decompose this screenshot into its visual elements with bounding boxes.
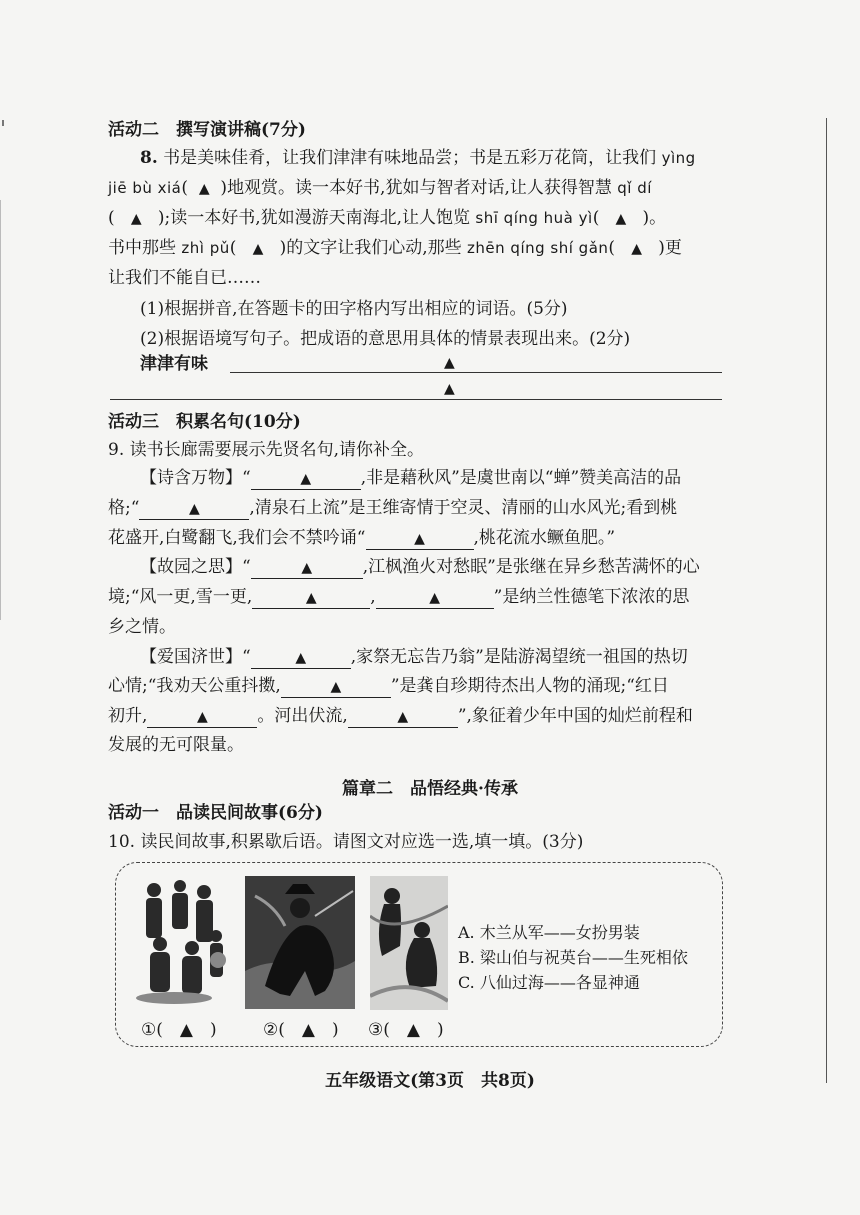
fill-blank[interactable]	[251, 468, 361, 490]
q8-text4b: 的文字让我们心动,那些	[286, 238, 462, 258]
answer-mark[interactable]: ▲	[615, 211, 627, 227]
pinyin-5: zhēn qíng shí gǎn	[467, 239, 609, 257]
eight-immortals-image	[134, 876, 226, 1006]
s3-text-b: 心情;“我劝天公重抖擞,	[108, 676, 281, 696]
s2-text-d: ”是纳兰性德笔下浓浓的思	[493, 587, 690, 607]
s3-text-c: ”是龚自珍期待杰出人物的涌现;“红日	[390, 676, 669, 696]
answer-mark: ▲	[330, 679, 342, 695]
s2-text-c: ,	[370, 587, 376, 607]
q8-number: 8.	[140, 148, 158, 168]
mulan-image	[245, 876, 355, 1009]
s2-line1: 【故园之思】“ ▲ ,江枫渔火对愁眠”是张继在异乡愁苦满怀的心	[140, 557, 700, 577]
answer-mark: ▲	[301, 560, 313, 576]
fill-blank[interactable]	[147, 706, 257, 728]
s2-text-b: 境;“风一更,雪一更,	[108, 587, 253, 607]
answer-mark[interactable]: ▲	[444, 381, 455, 397]
answer-mark: ▲	[300, 471, 312, 487]
s1-tag: 【诗含万物】	[140, 468, 242, 488]
answer-mark[interactable]: ▲	[444, 355, 455, 371]
liang-zhu-image	[370, 876, 448, 1010]
s3-line2	[108, 674, 669, 698]
q8-line4: 书中那些 zhì pǔ( ▲ )的文字让我们心动,那些 zhēn qíng shí gǎn( ▲ )更	[108, 238, 682, 258]
fill-blank[interactable]	[376, 587, 494, 609]
chapter2-activity1-title: 活动一 品读民间故事(6分)	[108, 803, 323, 823]
scan-edge-line	[0, 200, 1, 620]
s1-text-c: ,清泉石上流”是王维寄情于空灵、清丽的山水风光;看到桃	[249, 498, 678, 518]
q8-text5: 让我们不能自已……	[108, 268, 261, 288]
q10-prompt: 10. 读民间故事,积累歇后语。请图文对应选一选,填一填。(3分)	[108, 832, 584, 852]
option-a: A. 木兰从军——女扮男装	[458, 923, 640, 942]
s3-line3	[108, 704, 693, 728]
s2-tag: 【故园之思】	[140, 557, 242, 577]
answer-mark: ▲	[295, 650, 307, 666]
fill-blank[interactable]	[139, 498, 249, 520]
s3-text-f: ”,象征着少年中国的灿烂前程和	[457, 706, 693, 726]
answer-mark[interactable]: ▲	[198, 181, 210, 197]
answer-mark: ▲	[189, 501, 200, 517]
s1-text-e: ,桃花流水鳜鱼肥。”	[473, 528, 616, 548]
q9-prompt: 9. 读书长廊需要展示先贤名句,请你补全。	[108, 440, 425, 460]
answer-mark: ▲	[397, 709, 409, 725]
s2-text-a: ,江枫渔火对愁眠”是张继在异乡愁苦满怀的心	[362, 557, 700, 577]
page-footer: 五年级语文(第3页 共8页)	[325, 1071, 535, 1091]
caption-3[interactable]: ③( ▲ )	[368, 1020, 444, 1040]
answer-mark: ▲	[197, 709, 208, 725]
chapter2-title: 篇章二 品悟经典·传承	[342, 779, 518, 799]
s1-line3	[108, 526, 615, 550]
q8-text4c: 更	[664, 238, 682, 258]
q8-sub2: (2)根据语境写句子。把成语的意思用具体的情景表现出来。(2分)	[140, 329, 631, 349]
s2-line2	[108, 585, 689, 609]
fill-blank[interactable]	[251, 647, 351, 669]
q8-text2: 地观赏。读一本好书,犹如与智者对话,让人获得智慧	[227, 178, 612, 198]
answer-mark: ▲	[305, 590, 317, 606]
s3-tag: 【爱国济世】	[140, 647, 242, 667]
fill-blank[interactable]	[366, 528, 474, 550]
s1-text-b: 格;“	[108, 498, 140, 518]
q8-text1: 书是美味佳肴，让我们津津有味地品尝；书是五彩万花筒，让我们	[163, 148, 657, 168]
s3-text-a: ,家祭无忘告乃翁”是陆游渴望统一祖国的热切	[350, 647, 688, 667]
q8-line2: jiē bù xiá( ▲ )地观赏。读一本好书,犹如与智者对话,让人获得智慧 qǐ dí	[108, 178, 652, 198]
writing-line-1[interactable]	[230, 372, 722, 373]
s1-text-d: 花盛开,白鹭翻飞,我们会不禁吟诵“	[108, 528, 366, 548]
answer-mark: ▲	[429, 590, 441, 606]
option-b: B. 梁山伯与祝英台——生死相依	[458, 948, 688, 967]
fill-blank[interactable]	[348, 706, 458, 728]
writing-line-2[interactable]	[110, 399, 722, 400]
fill-blank[interactable]	[281, 676, 391, 698]
fill-blank[interactable]	[251, 557, 363, 579]
pinyin-1a: yìng	[661, 149, 696, 167]
pinyin-4: zhì pǔ	[181, 239, 230, 257]
q8-text3: ;读一本好书,犹如漫游天南海北,让人饱览	[164, 208, 471, 228]
answer-mark[interactable]: ▲	[252, 241, 264, 257]
margin-rule	[826, 118, 827, 1083]
q8-sub1: (1)根据拼音,在答题卡的田字格内写出相应的词语。(5分)	[140, 299, 568, 319]
s3-text-d: 初升,	[108, 706, 148, 726]
answer-mark[interactable]: ▲	[130, 211, 142, 227]
s1-line2	[108, 496, 677, 520]
caption-2[interactable]: ②( ▲ )	[263, 1020, 339, 1040]
idiom-label: 津津有味	[140, 354, 208, 374]
s3-line1: 【爱国济世】“ ▲ ,家祭无忘告乃翁”是陆游渴望统一祖国的热切	[140, 647, 688, 667]
answer-mark: ▲	[414, 531, 425, 547]
q8-line3: ( ▲ );读一本好书,犹如漫游天南海北,让人饱览 shī qíng huà yì( ▲ )。	[108, 208, 667, 228]
caption-1[interactable]: ①( ▲ )	[141, 1020, 217, 1040]
activity3-title: 活动三 积累名句(10分)	[108, 412, 301, 432]
s3-text-e: 。河出伏流,	[257, 706, 348, 726]
scan-edge-mark	[2, 120, 4, 126]
s3-text-g: 发展的无可限量。	[108, 735, 244, 755]
pinyin-1b: jiē bù xiá	[108, 179, 182, 197]
fill-blank[interactable]	[252, 587, 370, 609]
q8-line1	[140, 146, 696, 170]
option-c: C. 八仙过海——各显神通	[458, 973, 640, 992]
q8-text4a: 书中那些	[108, 238, 176, 258]
s2-text-e: 乡之情。	[108, 617, 176, 637]
activity2-title: 活动二 撰写演讲稿(7分)	[108, 120, 306, 140]
pinyin-2: qǐ dí	[617, 179, 652, 197]
s1-text-a: ,非是藉秋风”是虞世南以“蝉”赞美高洁的品	[360, 468, 682, 488]
pinyin-3: shī qíng huà yì	[475, 209, 593, 227]
s1-line1: 【诗含万物】“ ▲ ,非是藉秋风”是虞世南以“蝉”赞美高洁的品	[140, 468, 682, 488]
answer-mark[interactable]: ▲	[631, 241, 643, 257]
